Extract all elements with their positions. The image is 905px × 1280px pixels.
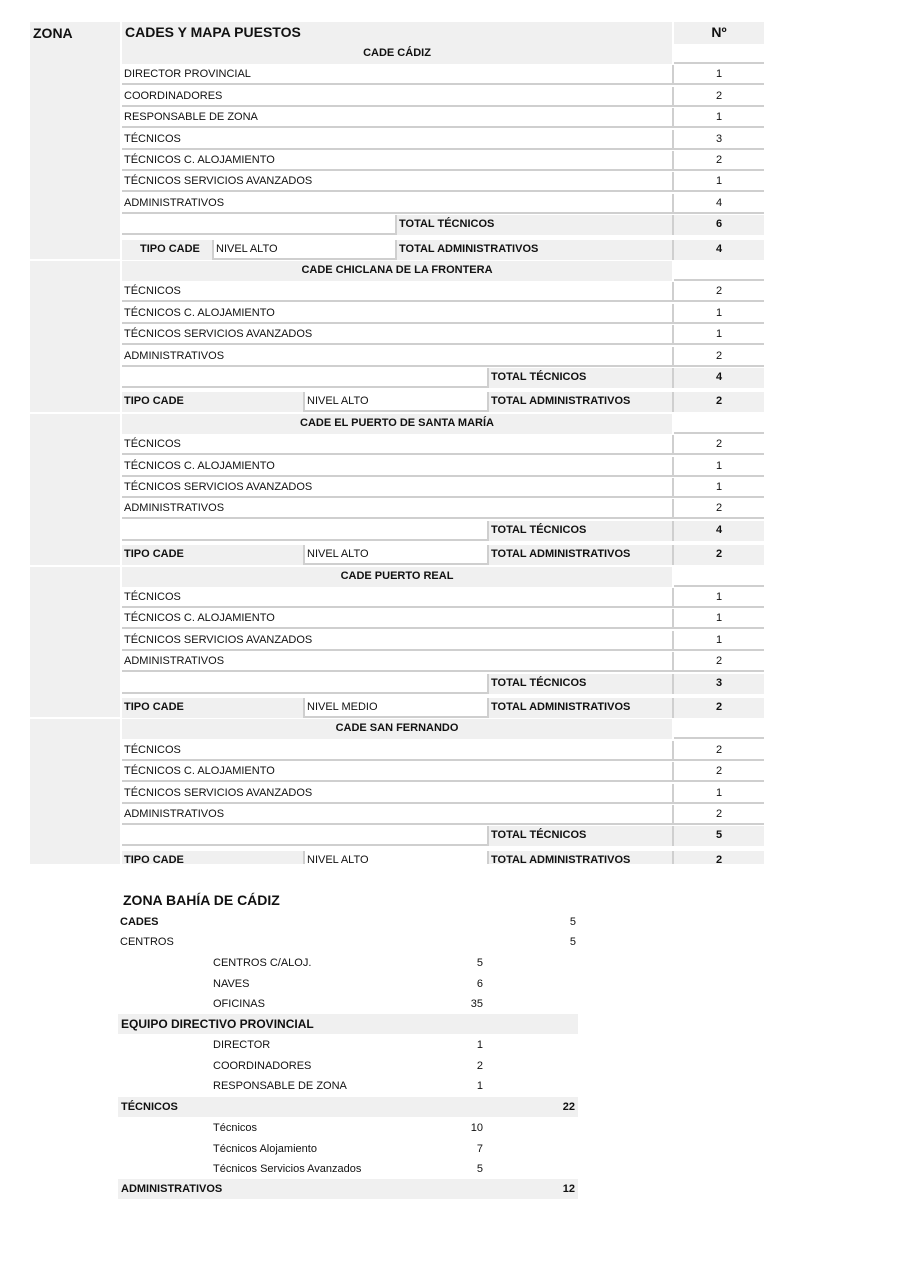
total-admin-value: 2 (674, 851, 764, 864)
tipo-cade-label: TIPO CADE (122, 698, 305, 718)
position-label: TÉCNICOS C. ALOJAMIENTO (122, 304, 674, 324)
blank-cell (122, 215, 397, 235)
position-count: 2 (674, 282, 764, 302)
total-tecnicos-label: TOTAL TÉCNICOS (489, 368, 674, 388)
tipo-cade-label: TIPO CADE (122, 392, 305, 412)
summary-item-label: Técnicos Servicios Avanzados (213, 1163, 362, 1175)
position-count: 1 (674, 784, 764, 804)
total-admin-label: TOTAL ADMINISTRATIVOS (489, 698, 674, 718)
total-admin-label: TOTAL ADMINISTRATIVOS (489, 545, 674, 565)
zone-column-segment (30, 414, 120, 565)
total-tecnicos-value: 5 (674, 826, 764, 846)
position-count: 2 (674, 741, 764, 761)
position-label: ADMINISTRATIVOS (122, 194, 674, 214)
total-admin-label: TOTAL ADMINISTRATIVOS (489, 851, 674, 864)
tipo-cade-label: TIPO CADE (122, 545, 305, 565)
zone-column-segment (30, 261, 120, 412)
centros-value: 5 (569, 936, 576, 948)
summary-item-value: 1 (476, 1080, 483, 1092)
position-count: 1 (674, 172, 764, 192)
cade-name-num-cell (674, 261, 764, 281)
cade-name-num-cell (674, 567, 764, 587)
position-count: 2 (674, 435, 764, 455)
total-admin-value: 2 (674, 545, 764, 565)
summary-item-value: 5 (476, 957, 483, 969)
summary-item-value: 10 (470, 1122, 483, 1134)
total-tecnicos-label: TOTAL TÉCNICOS (489, 521, 674, 541)
equipo-label: EQUIPO DIRECTIVO PROVINCIAL (121, 1017, 314, 1031)
summary-item-value: 35 (470, 998, 483, 1010)
summary-item-label: OFICINAS (213, 998, 265, 1010)
position-label: TÉCNICOS C. ALOJAMIENTO (122, 151, 674, 171)
summary-item-value: 6 (476, 977, 483, 990)
position-count: 1 (674, 478, 764, 498)
position-label: ADMINISTRATIVOS (122, 652, 674, 672)
cade-name-num-cell (674, 44, 764, 64)
position-label: RESPONSABLE DE ZONA (122, 108, 674, 128)
cade-name: CADE CÁDIZ (122, 44, 672, 64)
table-title: CADES Y MAPA PUESTOS (122, 22, 672, 44)
nivel-value: NIVEL ALTO (305, 545, 489, 565)
position-label: DIRECTOR PROVINCIAL (122, 65, 674, 85)
total-tecnicos-label: TOTAL TÉCNICOS (489, 674, 674, 694)
position-label: COORDINADORES (122, 87, 674, 107)
summary-item-label: DIRECTOR (213, 1039, 271, 1051)
tecnicos-band (118, 1097, 578, 1117)
position-count: 4 (674, 194, 764, 214)
position-count: 2 (674, 762, 764, 782)
position-label: TÉCNICOS C. ALOJAMIENTO (122, 609, 674, 629)
total-tecnicos-value: 4 (674, 521, 764, 541)
total-tecnicos-value: 6 (674, 215, 764, 235)
summary-item-label: Técnicos Alojamiento (213, 1142, 317, 1155)
tipo-cade-label: TIPO CADE (122, 851, 305, 864)
position-count: 1 (674, 457, 764, 477)
position-count: 2 (674, 87, 764, 107)
cades-value: 5 (569, 916, 576, 928)
position-count: 1 (674, 304, 764, 324)
position-count: 1 (674, 631, 764, 651)
tipo-cade-label: TIPO CADE (122, 240, 214, 260)
cade-name-num-cell (674, 414, 764, 434)
summary-item-label: Técnicos (213, 1122, 258, 1134)
cade-name: CADE EL PUERTO DE SANTA MARÍA (122, 414, 672, 434)
position-label: ADMINISTRATIVOS (122, 347, 674, 367)
summary-item-value: 5 (476, 1163, 483, 1175)
position-label: TÉCNICOS (122, 282, 674, 302)
admin-value: 12 (562, 1183, 575, 1195)
position-label: TÉCNICOS SERVICIOS AVANZADOS (122, 325, 674, 345)
cade-name-num-cell (674, 719, 764, 739)
admin-label: ADMINISTRATIVOS (121, 1183, 223, 1195)
summary-item-label: NAVES (213, 977, 250, 990)
cade-name: CADE SAN FERNANDO (122, 719, 672, 739)
tecnicos-label: TÉCNICOS (121, 1101, 178, 1113)
total-admin-value: 2 (674, 392, 764, 412)
position-count: 1 (674, 325, 764, 345)
summary-item-value: 2 (476, 1059, 483, 1072)
nivel-value: NIVEL ALTO (214, 240, 397, 260)
cades-label: CADES (120, 916, 159, 928)
total-admin-value: 2 (674, 698, 764, 718)
position-count: 2 (674, 652, 764, 672)
centros-label: CENTROS (120, 936, 174, 948)
position-count: 3 (674, 130, 764, 150)
cades-table (30, 22, 764, 864)
summary-title: ZONA BAHÍA DE CÁDIZ (123, 892, 280, 908)
summary-item-label: RESPONSABLE DE ZONA (213, 1080, 347, 1092)
blank-cell (122, 674, 489, 694)
nivel-value: NIVEL ALTO (305, 392, 489, 412)
total-tecnicos-label: TOTAL TÉCNICOS (397, 215, 674, 235)
total-tecnicos-value: 4 (674, 368, 764, 388)
number-header: Nº (674, 22, 764, 44)
total-tecnicos-label: TOTAL TÉCNICOS (489, 826, 674, 846)
zona-header: ZONA (30, 22, 120, 44)
nivel-value: NIVEL ALTO (305, 851, 489, 864)
total-tecnicos-value: 3 (674, 674, 764, 694)
cade-name: CADE PUERTO REAL (122, 567, 672, 587)
blank-cell (122, 368, 489, 388)
zone-column-segment (30, 567, 120, 718)
summary-item-label: CENTROS C/ALOJ. (213, 957, 312, 969)
position-label: TÉCNICOS SERVICIOS AVANZADOS (122, 478, 674, 498)
zone-column-segment (30, 44, 120, 259)
position-count: 2 (674, 499, 764, 519)
position-count: 2 (674, 805, 764, 825)
position-label: TÉCNICOS (122, 130, 674, 150)
position-label: TÉCNICOS SERVICIOS AVANZADOS (122, 172, 674, 192)
summary-item-value: 7 (476, 1142, 483, 1155)
position-label: TÉCNICOS C. ALOJAMIENTO (122, 762, 674, 782)
position-label: ADMINISTRATIVOS (122, 499, 674, 519)
blank-cell (122, 826, 489, 846)
position-label: TÉCNICOS C. ALOJAMIENTO (122, 457, 674, 477)
position-label: TÉCNICOS SERVICIOS AVANZADOS (122, 631, 674, 651)
summary-item-label: COORDINADORES (213, 1059, 312, 1072)
position-label: TÉCNICOS (122, 741, 674, 761)
cade-name: CADE CHICLANA DE LA FRONTERA (122, 261, 672, 281)
position-count: 2 (674, 151, 764, 171)
total-admin-label: TOTAL ADMINISTRATIVOS (489, 392, 674, 412)
blank-cell (122, 521, 489, 541)
summary-item-value: 1 (476, 1039, 483, 1051)
position-label: TÉCNICOS SERVICIOS AVANZADOS (122, 784, 674, 804)
position-count: 2 (674, 347, 764, 367)
total-admin-label: TOTAL ADMINISTRATIVOS (397, 240, 674, 260)
position-count: 1 (674, 65, 764, 85)
position-count: 1 (674, 588, 764, 608)
nivel-value: NIVEL MEDIO (305, 698, 489, 718)
position-label: TÉCNICOS (122, 435, 674, 455)
total-admin-value: 4 (674, 240, 764, 260)
zone-column-segment (30, 719, 120, 864)
position-count: 1 (674, 108, 764, 128)
position-label: ADMINISTRATIVOS (122, 805, 674, 825)
position-count: 1 (674, 609, 764, 629)
tecnicos-value: 22 (562, 1101, 575, 1113)
position-label: TÉCNICOS (122, 588, 674, 608)
